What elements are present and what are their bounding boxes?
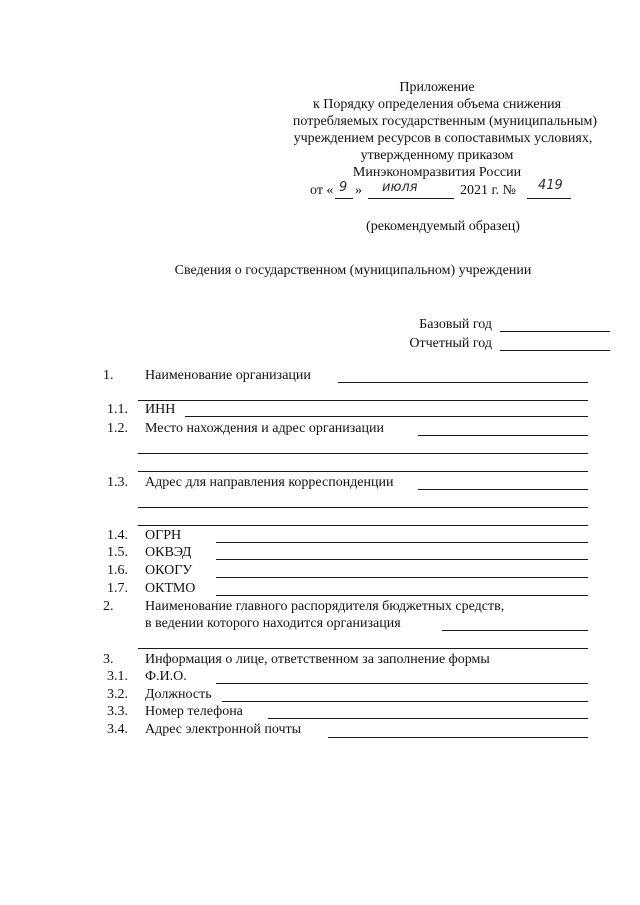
item-label-location: Место нахождения и адрес организации xyxy=(145,421,384,436)
item-number: 1.3. xyxy=(107,475,128,490)
item-number: 1.2. xyxy=(107,421,128,436)
item-number: 3.1. xyxy=(107,669,128,684)
budget-manager-field xyxy=(442,630,588,631)
ogrn-field xyxy=(216,542,588,543)
item-label-position: Должность xyxy=(145,687,212,702)
item-label-inn: ИНН xyxy=(145,402,176,417)
day-handwritten: 9 xyxy=(339,180,348,195)
header-line-1: Приложение xyxy=(399,80,475,95)
item-label-phone: Номер телефона xyxy=(145,704,243,719)
date-prefix: от « xyxy=(310,183,334,198)
header-line-5: утвержденному приказом xyxy=(360,148,514,163)
okogu-field xyxy=(216,577,588,578)
correspondence-field xyxy=(418,489,588,490)
item-label-okogu: ОКОГУ xyxy=(145,563,193,578)
correspondence-field-2 xyxy=(138,507,588,508)
date-mid: » xyxy=(355,183,362,198)
budget-manager-field-2 xyxy=(138,648,588,649)
header-line-2: к Порядку определения объема снижения xyxy=(312,97,562,112)
item-label-budget-manager-2: в ведении которого находится организация xyxy=(145,616,401,631)
item-label-org-name: Наименование организации xyxy=(145,368,311,383)
oktmo-field xyxy=(216,595,588,596)
item-number: 1. xyxy=(103,368,114,383)
month-handwritten: июля xyxy=(382,180,418,195)
item-number: 3.4. xyxy=(107,722,128,737)
header-line-4: учреждением ресурсов в сопоставимых условиях, xyxy=(293,131,593,146)
order-number-handwritten: 419 xyxy=(538,178,563,193)
position-field xyxy=(222,701,588,702)
item-number: 2. xyxy=(103,599,114,614)
item-number: 1.6. xyxy=(107,563,128,578)
base-year-field xyxy=(500,331,610,332)
item-number: 3. xyxy=(103,652,114,667)
org-name-field-2 xyxy=(138,400,588,401)
item-label-oktmo: ОКТМО xyxy=(145,581,196,596)
full-name-field xyxy=(216,683,588,684)
correspondence-field-3 xyxy=(138,525,588,526)
location-field-2 xyxy=(138,453,588,454)
email-field xyxy=(328,737,588,738)
item-label-responsible-person: Информация о лице, ответственном за заполнение формы xyxy=(145,652,490,667)
location-field-3 xyxy=(138,471,588,472)
item-label-correspondence: Адрес для направления корреспонденции xyxy=(145,475,394,490)
item-number: 1.1. xyxy=(107,402,128,417)
header-line-6: Минэкономразвития России xyxy=(352,165,522,180)
document-title: Сведения о государственном (муниципальном) учреждении xyxy=(174,263,532,278)
year-text: 2021 г. № xyxy=(460,183,517,198)
order-underline xyxy=(527,198,571,199)
item-label-full-name: Ф.И.О. xyxy=(145,669,187,684)
item-number: 1.5. xyxy=(107,545,128,560)
item-number: 3.3. xyxy=(107,704,128,719)
month-underline xyxy=(368,198,454,199)
item-label-okved: ОКВЭД xyxy=(145,545,192,560)
item-label-email: Адрес электронной почты xyxy=(145,722,302,737)
phone-field xyxy=(268,718,588,719)
recommended-sample: (рекомендуемый образец) xyxy=(366,219,520,234)
item-label-ogrn: ОГРН xyxy=(145,528,182,543)
org-name-field xyxy=(338,382,588,383)
day-underline xyxy=(335,198,353,199)
location-field xyxy=(418,435,588,436)
item-number: 1.4. xyxy=(107,528,128,543)
inn-field xyxy=(185,416,588,417)
base-year-label: Базовый год xyxy=(419,317,492,332)
report-year-label: Отчетный год xyxy=(409,336,492,351)
item-number: 1.7. xyxy=(107,581,128,596)
report-year-field xyxy=(500,350,610,351)
item-number: 3.2. xyxy=(107,687,128,702)
item-label-budget-manager: Наименование главного распорядителя бюджетных средств, xyxy=(145,599,505,614)
header-line-3: потребляемых государственным (муниципальным) xyxy=(292,114,598,129)
okved-field xyxy=(216,559,588,560)
